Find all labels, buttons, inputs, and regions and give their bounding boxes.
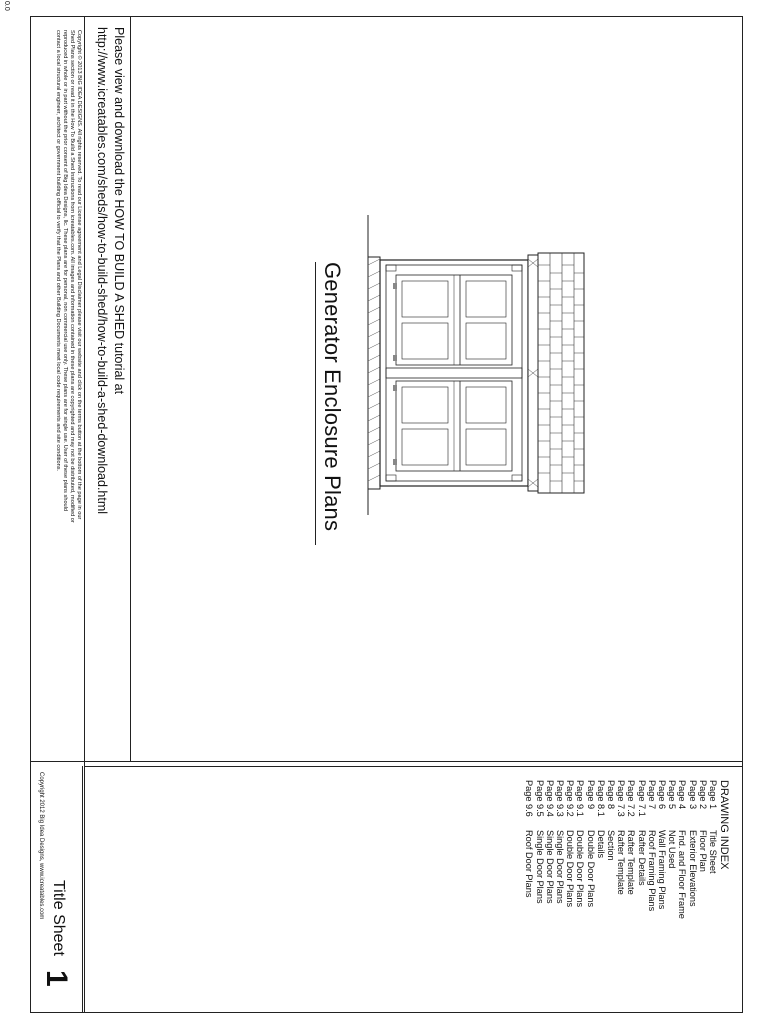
index-name: Fnd. and Floor Frame	[677, 830, 688, 919]
enclosure-elevation-drawing	[360, 215, 590, 525]
list-item	[687, 780, 697, 919]
list-item	[616, 780, 626, 919]
index-page: Page 4	[677, 780, 688, 810]
list-item	[585, 780, 595, 919]
list-item	[677, 780, 687, 919]
title-block-divider	[82, 766, 83, 1012]
index-page: Page 9.4	[544, 780, 555, 817]
index-name: Rafter Details	[636, 830, 647, 886]
index-page: Page 8	[605, 780, 616, 810]
index-name: Not Used	[667, 830, 678, 869]
index-page: Page 9.2	[565, 780, 576, 817]
list-item	[606, 780, 616, 919]
index-name: Rafter Template	[626, 830, 637, 895]
index-name: Title Sheet	[708, 830, 718, 874]
index-name: Double Door Plans	[575, 830, 586, 908]
copyright-line: Copyright © 2013 BIG IDEA DESIGNS. All rights reserved. To read our License agreement and Legal Disclaimer please visit our website and click on the terms button at the bottom of the page in our	[76, 30, 82, 520]
index-name: Details	[595, 830, 606, 859]
main-area-divider	[30, 761, 742, 762]
index-page: Page 9	[585, 780, 596, 810]
drawing-index	[524, 780, 730, 919]
index-page: Page 7.3	[616, 780, 627, 817]
index-page: Page 1	[708, 780, 718, 810]
list-item	[596, 780, 606, 919]
list-item	[565, 780, 575, 919]
list-item	[534, 780, 544, 919]
list-item	[555, 780, 565, 919]
index-page: Page 9.5	[534, 780, 545, 817]
index-page: Page 7.1	[636, 780, 647, 817]
sheet-border-left	[30, 16, 31, 1013]
tutorial-line-1: Please view and download the HOW TO BUILD A SHED tutorial at	[112, 27, 126, 395]
index-page: Page 7.2	[626, 780, 637, 817]
index-page: Page 7	[646, 780, 657, 810]
list-item	[626, 780, 636, 919]
index-name: Exterior Elevations	[687, 830, 698, 907]
list-item	[698, 780, 708, 919]
list-item	[708, 780, 718, 919]
index-name: Double Door Plans	[585, 830, 596, 908]
index-page: Page 6	[656, 780, 667, 810]
index-box-bottom	[84, 766, 742, 767]
drawing-index-list	[524, 780, 718, 919]
copyright-line: Shed Plans section or read it in the How To Build a Shed Instructions from icreatables.com. All images and information contained in these plans are copyrighted and may not be distributed, modified or	[69, 30, 75, 523]
index-name: Single Door Plans	[554, 830, 565, 904]
title-underline	[315, 262, 316, 545]
index-page: Page 2	[697, 780, 708, 810]
title-block-copyright: Copyright 2012 Big Idea Designs, www.icreatables.com	[38, 772, 44, 920]
copyright-line: reproduced in whole or in part without the prior consent of Big Idea Designs, llc. These plans are for personal, non commercial use only. These plans are for single use. User of these plans should	[62, 30, 68, 512]
tutorial-strip-divider	[130, 16, 131, 761]
index-name: Single Door Plans	[544, 830, 555, 904]
index-box-left	[84, 761, 85, 1012]
index-page: Page 9.3	[554, 780, 565, 817]
index-page: Page 9.1	[575, 780, 586, 817]
sheet-border-bottom	[30, 1012, 742, 1013]
page-title: Generator Enclosure Plans	[320, 262, 345, 532]
sheet-border-top	[30, 16, 742, 17]
index-name: Roof Framing Plans	[646, 830, 657, 912]
list-item	[667, 780, 677, 919]
list-item	[657, 780, 667, 919]
copyright-line: contact a local structural engineer, architect or government building official to verify that the Plans and other Building Documents meet local code requirements and site conditions.	[55, 30, 61, 472]
index-name: Rafter Template	[616, 830, 627, 895]
list-item	[524, 780, 534, 919]
drawing-index-heading: DRAWING INDEX	[718, 780, 730, 870]
index-page: Page 5	[667, 780, 678, 810]
corner-label: 0.0	[3, 1, 10, 11]
index-page: Page 8.1	[595, 780, 606, 817]
index-name: Double Door Plans	[565, 830, 576, 908]
list-item	[647, 780, 657, 919]
list-item	[636, 780, 646, 919]
tutorial-link[interactable]: http://www.icreatables.com/sheds/how-to-build-shed/how-to-build-a-shed-download.html	[95, 27, 109, 515]
copyright-text	[54, 30, 82, 523]
sheet-title: Title Sheet	[50, 880, 67, 956]
sheet-number: 1	[40, 970, 73, 987]
index-name: Floor Plan	[697, 830, 708, 872]
index-page: Page 9.6	[524, 780, 535, 817]
tutorial-text	[93, 27, 127, 514]
index-name: Single Door Plans	[534, 830, 545, 904]
index-name: Section	[605, 830, 616, 861]
list-item	[545, 780, 555, 919]
index-name: Wall Framing Plans	[656, 830, 667, 910]
index-page: Page 3	[687, 780, 698, 810]
index-name: Roof Door Plans	[524, 830, 535, 898]
list-item	[575, 780, 585, 919]
sheet-border-right	[742, 16, 743, 1013]
